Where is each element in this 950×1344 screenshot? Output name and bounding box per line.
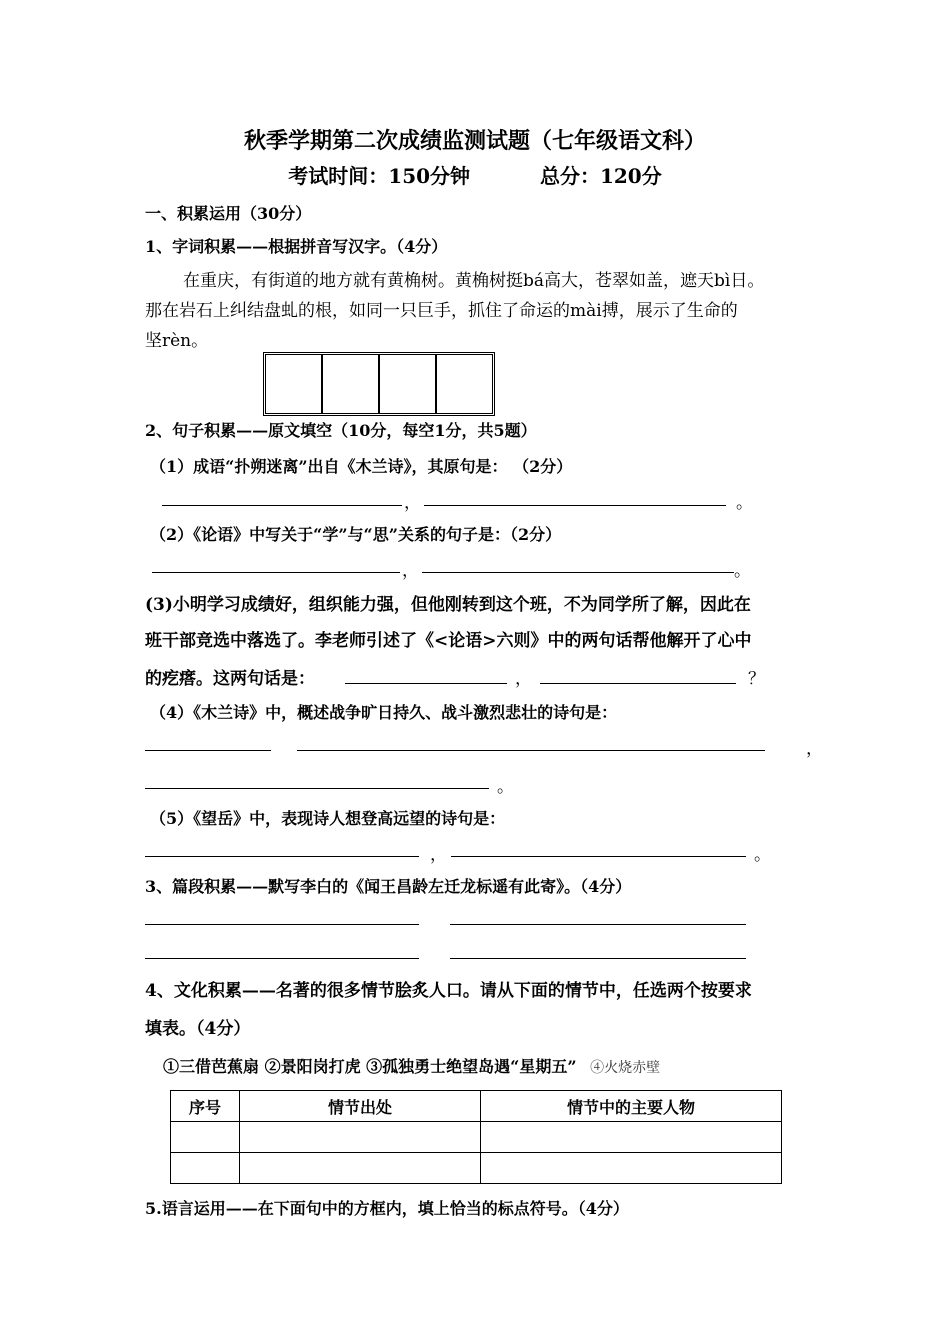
q4-choices-main: ①三借芭蕉扇 ②景阳岗打虎 ③孤独勇士绝望岛遇“星期五” (163, 1057, 577, 1076)
period: 。 (736, 493, 753, 513)
comma: ， (404, 493, 421, 513)
table-cell[interactable] (240, 1153, 481, 1184)
blank-line[interactable] (145, 856, 419, 857)
table-cell[interactable] (481, 1153, 782, 1184)
question-mark: ？ (748, 669, 765, 689)
answer-table (170, 1090, 782, 1184)
q2-sub3-line3: 的疙瘩。这两句话是： (145, 669, 315, 689)
answer-box[interactable] (437, 355, 492, 413)
total-score: 总分：120分 (539, 164, 662, 188)
q1-heading: 1、字词积累——根据拼音写汉字。（4分） (145, 237, 448, 256)
blank-line[interactable] (540, 683, 736, 684)
table-cell[interactable] (171, 1153, 240, 1184)
q1-passage-line1: 在重庆，有街道的地方就有黄桷树。黄桷树挺bá高大，苍翠如盖，遮天bì日。 (183, 271, 765, 291)
exam-time: 考试时间：150分钟 (288, 164, 471, 188)
blank-line[interactable] (145, 958, 419, 959)
answer-box[interactable] (380, 355, 437, 413)
q2-sub3-line2: 班干部竞选中落选了。李老师引述了《<论语>六则》中的两句话帮他解开了心中 (145, 631, 752, 651)
answer-box[interactable] (266, 355, 323, 413)
q1-passage-line3: 坚rèn。 (145, 331, 209, 351)
period: 。 (497, 777, 514, 797)
comma: ， (515, 669, 532, 689)
q2-sub1: （1）成语“扑朔迷离”出自《木兰诗》，其原句是： （2分） (150, 457, 573, 476)
period: 。 (754, 845, 771, 865)
q2-sub4: （4）《木兰诗》中，概述战争旷日持久、战斗激烈悲壮的诗句是： (150, 703, 618, 722)
q1-passage-line2: 那在岩石上纠结盘虬的根，如同一只巨手，抓住了命运的mài搏，展示了生命的 (145, 301, 738, 321)
answer-box-grid[interactable] (263, 352, 495, 416)
q4-heading-line1: 4、文化积累——名著的很多情节脍炙人口。请从下面的情节中，任选两个按要求 (145, 981, 752, 1001)
exam-title: 秋季学期第二次成绩监测试题（七年级语文科） (243, 128, 706, 154)
q4-heading-line2: 填表。（4分） (145, 1019, 251, 1039)
blank-line[interactable] (422, 572, 734, 573)
blank-line[interactable] (162, 505, 402, 506)
table-header: 序号 (171, 1091, 240, 1122)
period: 。 (734, 561, 751, 581)
answer-box[interactable] (323, 355, 380, 413)
q4-choices (163, 1054, 660, 1077)
table-header: 情节出处 (240, 1091, 481, 1122)
q2-sub3-line1: (3)小明学习成绩好，组织能力强，但他刚转到这个班，不为同学所了解，因此在 (145, 595, 751, 615)
blank-line[interactable] (450, 958, 746, 959)
comma: ， (430, 845, 447, 865)
section-heading: 一、积累运用（30分） (145, 204, 312, 223)
blank-line[interactable] (145, 750, 271, 751)
blank-line[interactable] (345, 683, 507, 684)
blank-line[interactable] (152, 572, 400, 573)
blank-line[interactable] (450, 924, 746, 925)
table-cell[interactable] (481, 1122, 782, 1153)
table-header: 情节中的主要人物 (481, 1091, 782, 1122)
blank-line[interactable] (451, 856, 746, 857)
table-header-row (171, 1091, 782, 1122)
q2-sub5: （5）《望岳》中，表现诗人想登高远望的诗句是： (150, 809, 506, 828)
q4-choice4: ④火烧赤壁 (590, 1060, 661, 1076)
table-row (171, 1153, 782, 1184)
comma: ， (402, 561, 419, 581)
exam-subtitle (0, 160, 950, 189)
q5-heading: 5.语言运用——在下面句中的方框内，填上恰当的标点符号。（4分） (145, 1199, 629, 1218)
blank-line[interactable] (424, 505, 726, 506)
q3-heading: 3、篇段积累——默写李白的《闻王昌龄左迁龙标遥有此寄》。（4分） (145, 877, 632, 896)
comma: ， (806, 739, 823, 759)
table-cell[interactable] (240, 1122, 481, 1153)
blank-line[interactable] (145, 788, 489, 789)
table-row (171, 1122, 782, 1153)
blank-line[interactable] (145, 924, 419, 925)
q2-heading: 2、句子积累——原文填空（10分，每空1分，共5题） (145, 421, 537, 440)
table-cell[interactable] (171, 1122, 240, 1153)
q2-sub2: （2）《论语》中写关于“学”与“思”关系的句子是：（2分） (150, 525, 562, 544)
blank-line[interactable] (297, 750, 765, 751)
